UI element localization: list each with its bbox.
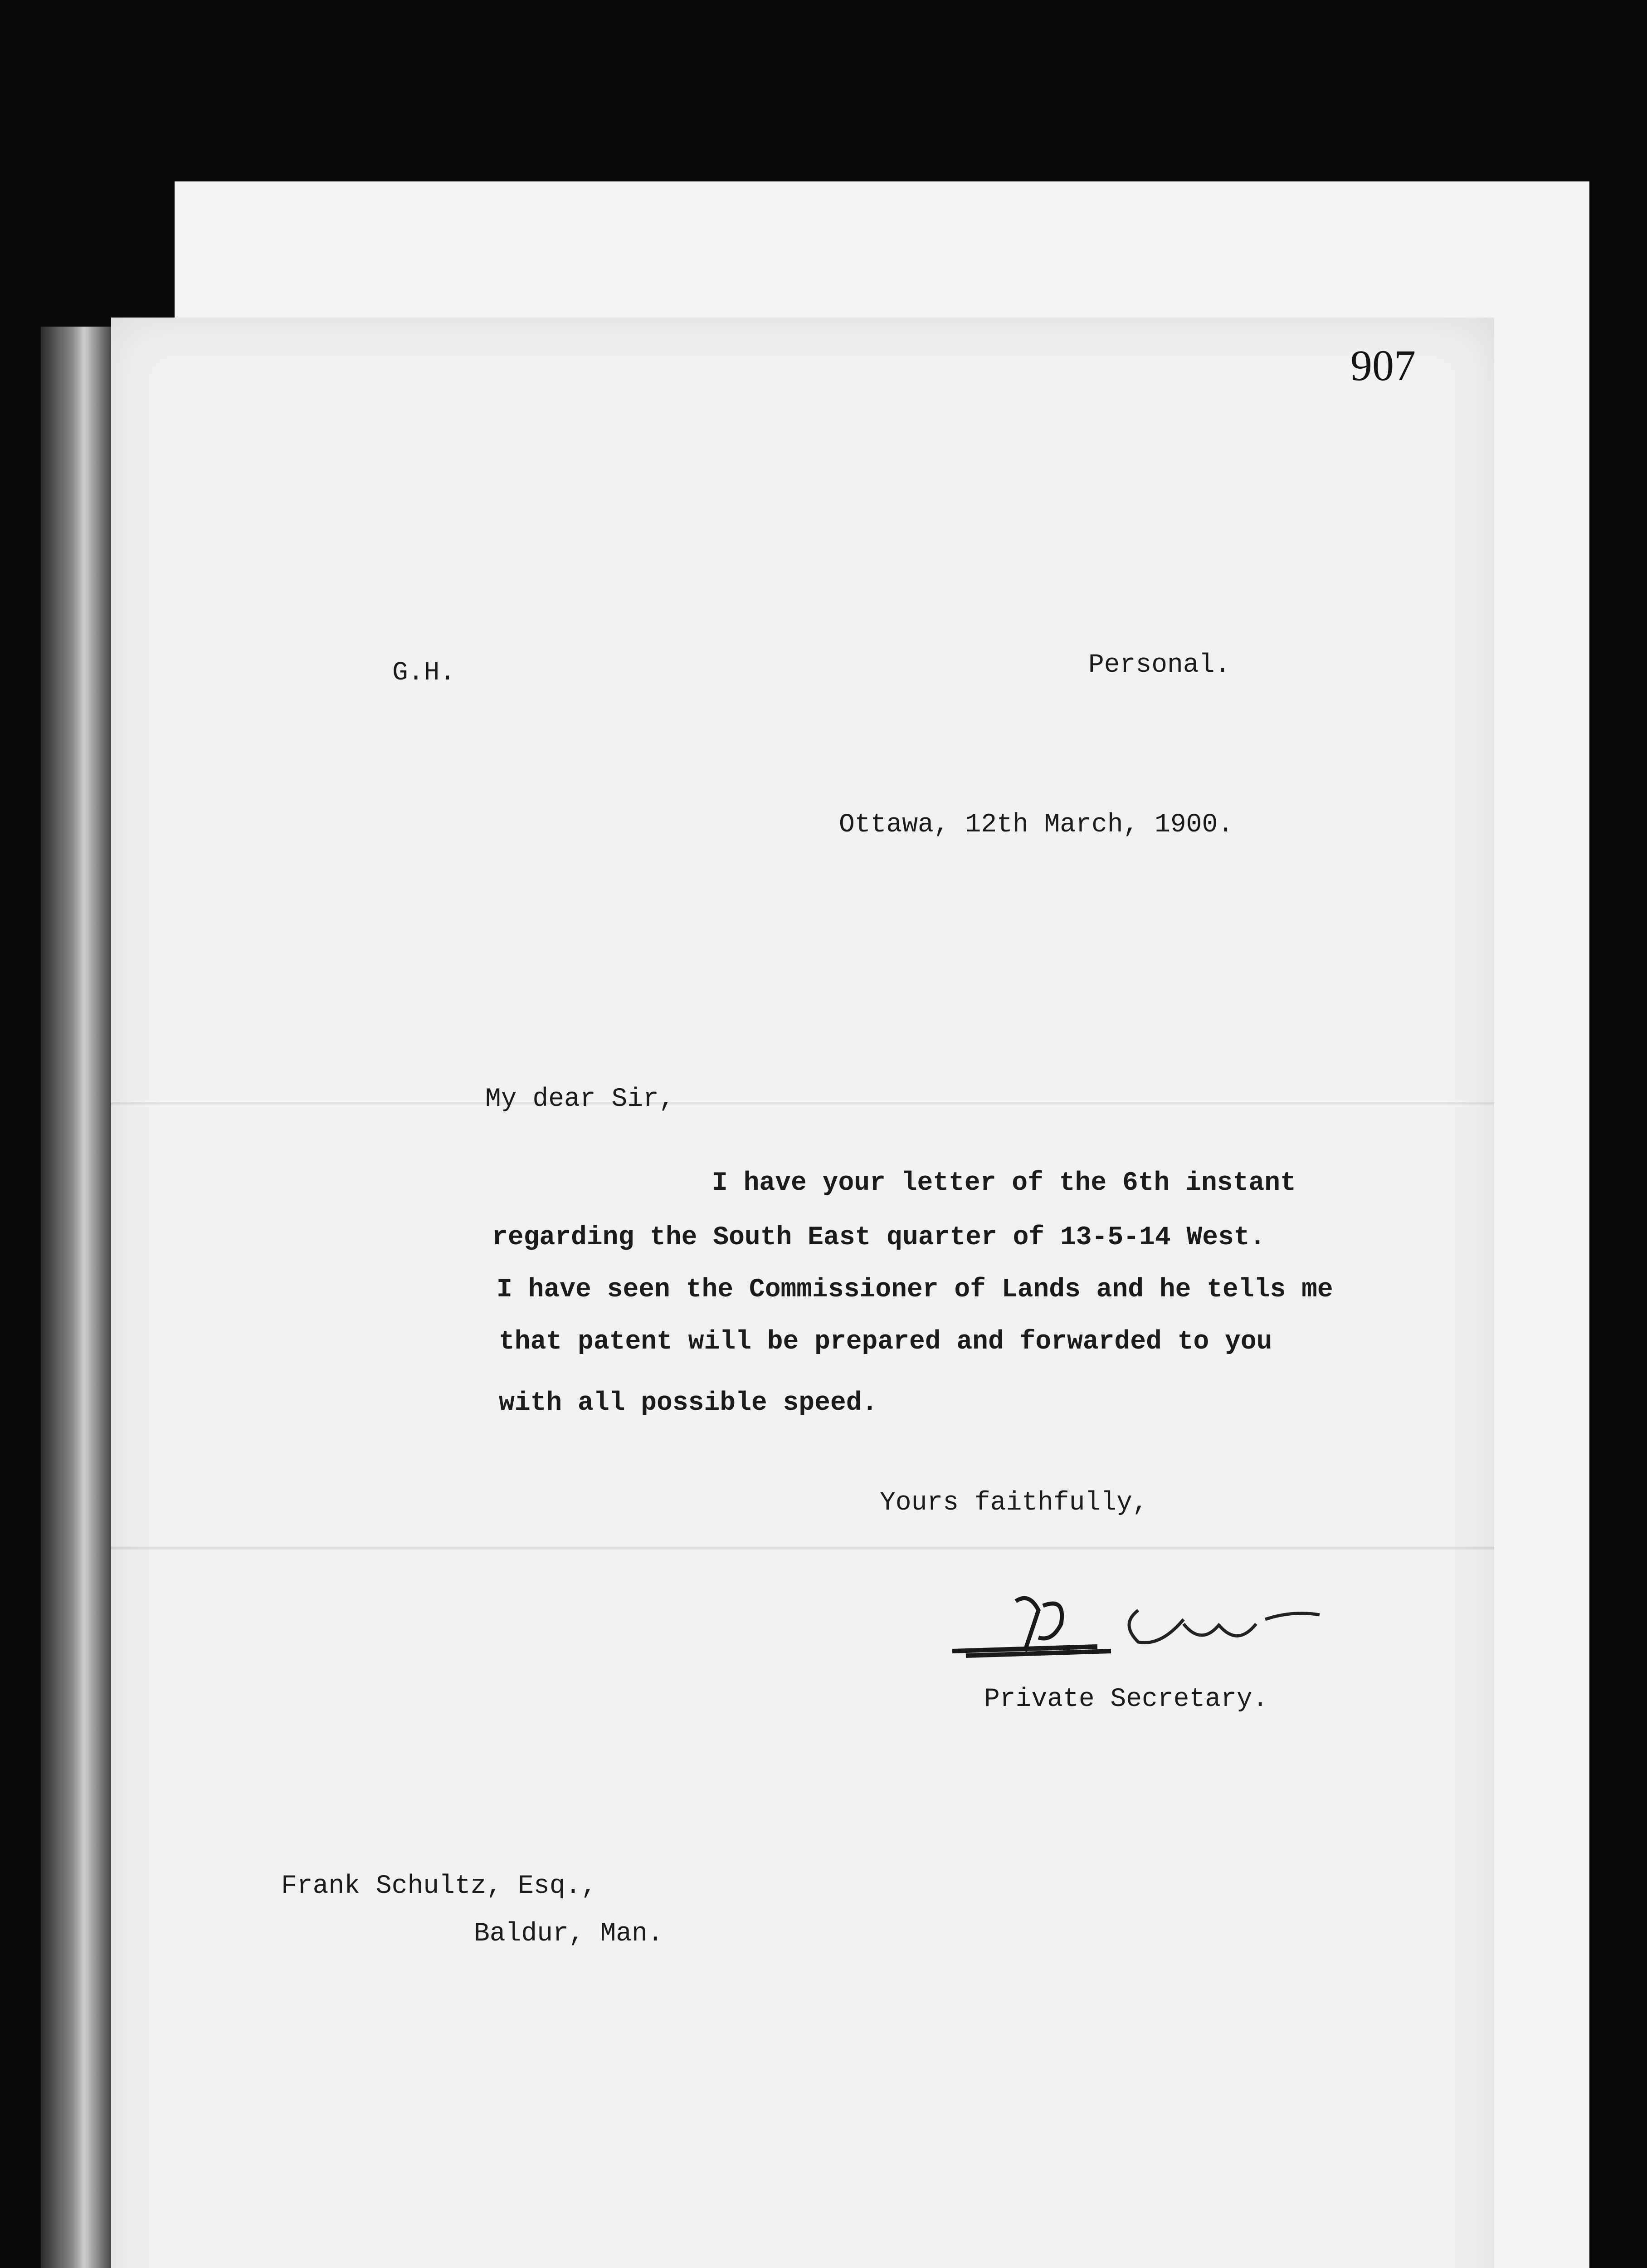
recipient-place: Baldur, Man. (474, 1919, 663, 1949)
initials: G.H. (392, 658, 456, 688)
body-line: I have seen the Commissioner of Lands and he tells me (497, 1275, 1333, 1305)
dateline: Ottawa, 12th March, 1900. (839, 810, 1234, 840)
body-line: regarding the South East quarter of 13-5-14 West. (492, 1223, 1266, 1252)
closing: Yours faithfully, (880, 1488, 1148, 1518)
body-line: I have your letter of the 6th instant (712, 1168, 1296, 1198)
body-line: with all possible speed. (499, 1388, 878, 1418)
salutation: My dear Sir, (485, 1085, 675, 1114)
paper-fold (111, 1547, 1494, 1549)
signature (948, 1583, 1338, 1674)
paper-crease (111, 1102, 1494, 1105)
signer-title: Private Secretary. (984, 1685, 1268, 1714)
binding-spine (41, 327, 113, 2268)
body-line: that patent will be prepared and forwarded to you (499, 1327, 1272, 1357)
recipient-name: Frank Schultz, Esq., (281, 1872, 597, 1901)
page-number: 907 (1350, 341, 1416, 390)
classification: Personal. (1088, 650, 1231, 680)
